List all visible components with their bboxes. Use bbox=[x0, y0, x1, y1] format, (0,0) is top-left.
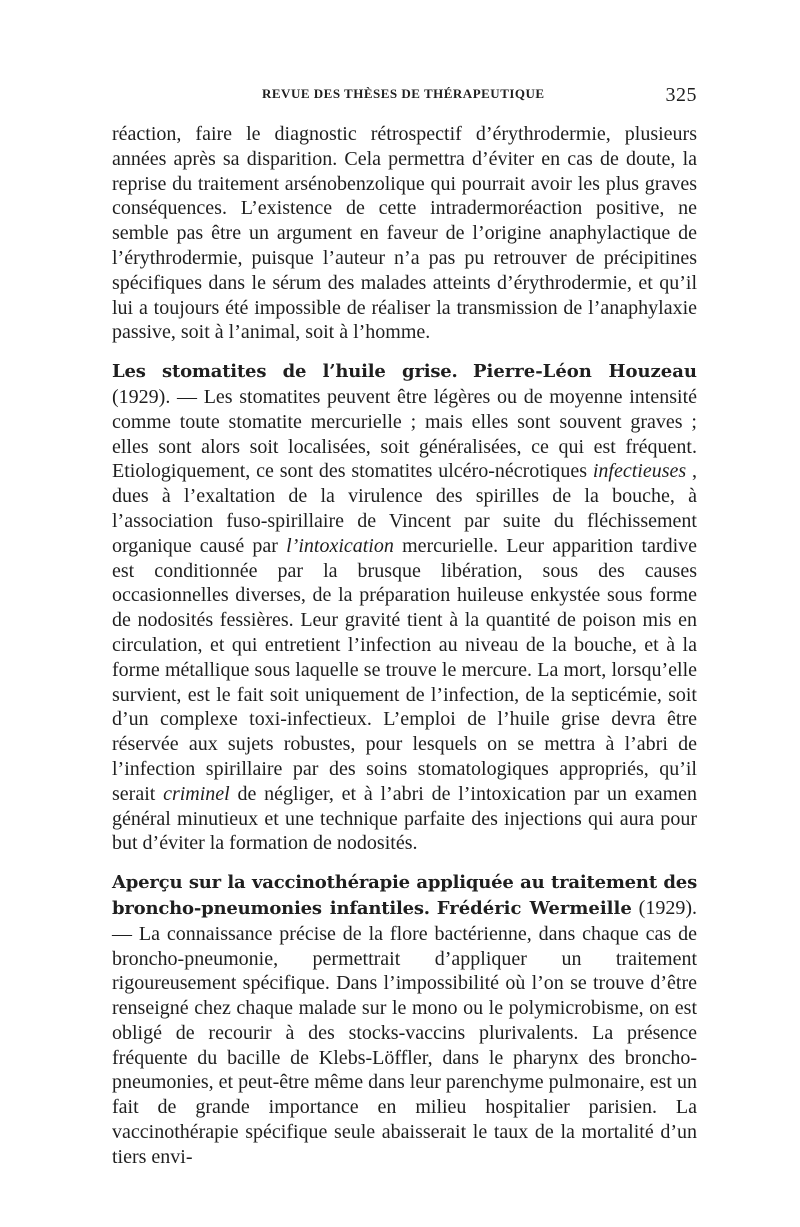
article-body-text: — Les stomatites peuvent être légères ou de moyenne intensité comme toute stomatite mercurielle ; mais elles sont souvent graves ; elles sont alors soit localisées, soit généralisées, ce qui est fréquent. Etiologiquement, ce sont des stomatites ulcéro-nécrotiques bbox=[112, 385, 698, 483]
article-author: Frédéric Wermeille bbox=[436, 897, 632, 919]
article-title: Aperçu sur la vaccinothérapie appliquée au traitement des broncho-pneumonies infantiles. bbox=[112, 872, 697, 919]
article-body-text: de négliger, et à l’abri de l’intoxication par un examen général minutieux et une technique parfaite des injections qui aura pour but d’éviter la formation de nodosités. bbox=[112, 782, 697, 855]
article-stomatites bbox=[112, 359, 697, 856]
article-vaccinotherapie bbox=[112, 870, 697, 1170]
article-author: Pierre-Léon Houzeau bbox=[472, 361, 697, 383]
article-emphasis: criminel bbox=[163, 782, 230, 805]
article-body-text: mercurielle. Leur apparition tardive est conditionnée par la brusque libération, sous des causes occasionnelles diverses, de la préparation huileuse enkystée sous forme de nodosités fessières. Leur gravité tient à la quantité de poison mis en circulation, et qui entretient l’infection au niveau de la bouche, et à la forme métallique sous laquelle se trouve le mercure. La mort, lorsqu’elle survient, est le fait soit uniquement de l’infection, de la septicémie, soit d’un complexe toxi-infectieux. L’emploi de l’huile grise devra être réservée aux sujets robustes, pour lesquels on se mettra à l’abri de l’infection spirillaire par des soins stomatologiques appropriés, qu’il serait bbox=[112, 534, 698, 805]
article-title: Les stomatites de l’huile grise. bbox=[112, 361, 458, 383]
article-body-text: — La connaissance précise de la flore bactérienne, dans chaque cas de broncho-pneumonie, permettrait d’appliquer un traitement rigoureusement spécifique. Dans l’impossibilité où l’on se trouve d’être renseigné chez chaque malade sur le mono ou le polymicrobisme, on est obligé de recourir à des stocks-vaccins plurivalents. La présence fréquente du bacille de Klebs-Löffler, dans le pharynx des broncho-pneumonies, et peut-être même dans leur parenchyme pulmonaire, est un fait de grande importance en milieu hospitalier parisien. La vaccinothérapie spécifique seule abaisserait le taux de la mortalité d’un tiers envi- bbox=[112, 922, 697, 1168]
article-year: (1929). bbox=[638, 896, 697, 919]
body-text bbox=[112, 122, 697, 1170]
article-body-text: , dues à l’exaltation de la virulence des spirilles de la bouche, à l’association fuso-spirillaire de Vincent par suite du fléchissement organique causé par bbox=[112, 460, 697, 557]
page-number: 325 bbox=[665, 84, 697, 106]
article-emphasis: infectieuses bbox=[592, 460, 687, 483]
article-year: (1929). bbox=[112, 385, 171, 408]
article-emphasis: l’intoxication bbox=[286, 534, 394, 557]
continuation-paragraph bbox=[112, 122, 697, 345]
running-title: REVUE DES THÈSES DE THÉRAPEUTIQUE bbox=[262, 86, 545, 101]
running-header bbox=[112, 82, 697, 106]
continuation-text: réaction, faire le diagnostic rétrospectif d’érythrodermie, plusieurs années après sa disparition. Cela permettra d’éviter en cas de doute, la reprise du traitement arsénobenzolique qui pourrait avoir les plus graves conséquences. L’existence de cette intradermoréaction positive, ne semble pas être un argument en faveur de l’origine anaphylactique de l’érythrodermie, puisque l’auteur n’a pas pu retrouver de précipitines spécifiques dans le sérum des malades atteints d’érythrodermie, et qu’il lui a toujours été impossible de réaliser la transmission de l’anaphylaxie passive, soit à l’animal, soit à l’homme. bbox=[112, 123, 697, 344]
